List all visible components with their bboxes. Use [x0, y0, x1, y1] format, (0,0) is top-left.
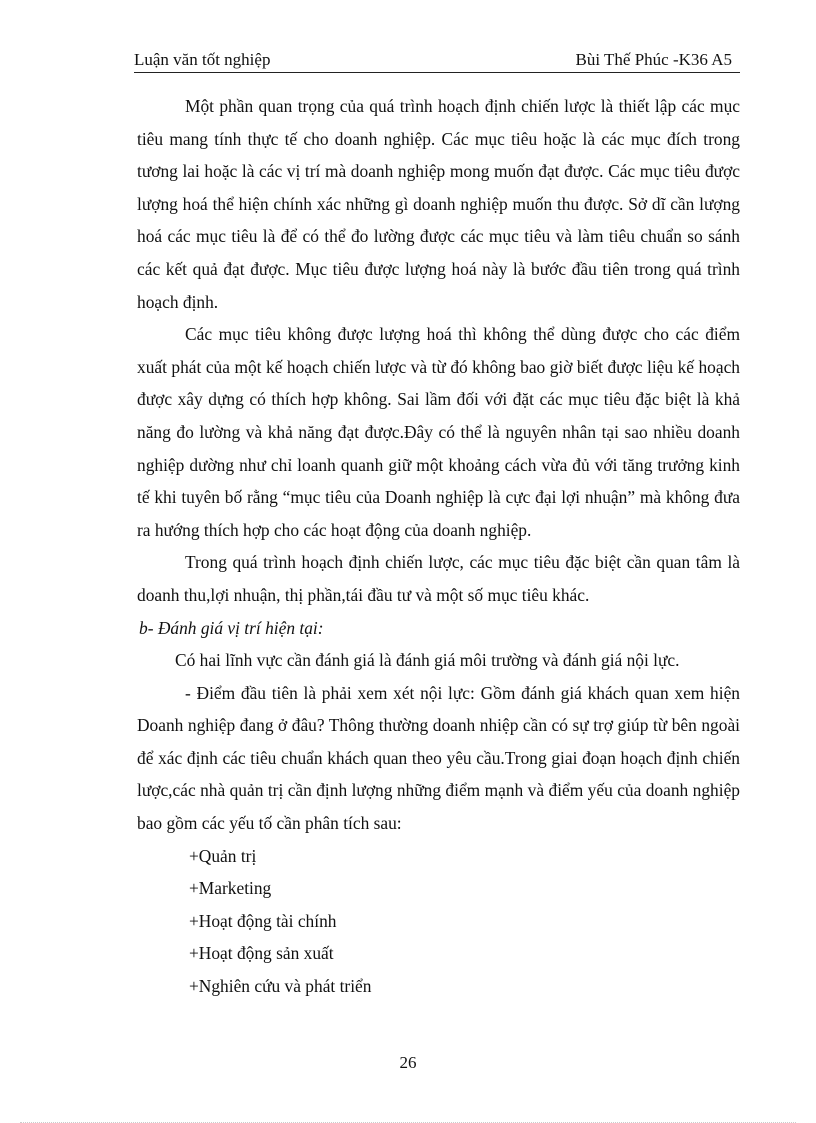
list-item: +Nghiên cứu và phát triển: [189, 976, 372, 997]
list-item: +Hoạt động tài chính: [189, 910, 337, 931]
paragraph-key-objectives: Trong quá trình hoạch định chiến lược, các mục tiêu đặc biệt cần quan tâm là doanh thu,lợi nhuận, thị phần,tái đầu tư và một số mục tiêu khác.: [137, 552, 740, 605]
paragraph-unquantified-objectives: Các mục tiêu không được lượng hoá thì không thể dùng được cho các điểm xuất phát của một kế hoạch chiến lược và từ đó không bao giờ biết được liệu kế hoạch được xây dựng có thích hợp không. Sai lầm đối với đặt các mục tiêu đặc biệt là khả năng đo lường và khả năng đạt được.Đây có thể là nguyên nhân tại sao nhiều doanh nghiệp dường như chỉ loanh quanh giữ một khoảng cách vừa đủ với tăng trưởng kinh tế khi tuyên bố rằng “mục tiêu của Doanh nghiệp là cực đại lợi nhuận” mà không đưa ra hướng thích hợp cho các hoạt động của doanh nghiệp.: [137, 324, 740, 540]
list-item: +Hoạt động sản xuất: [189, 943, 334, 964]
header-author: Bùi Thế Phúc -K36 A5: [575, 50, 732, 69]
paragraph-objectives: Một phần quan trọng của quá trình hoạch định chiến lược là thiết lập các mục tiêu mang tính thực tế cho doanh nghiệp. Các mục tiêu hoặc là các mục đích trong tương lai hoặc là các vị trí mà doanh nghiệp mong muốn đạt được. Các mục tiêu được lượng hoá thể hiện chính xác những gì doanh nghiệp muốn thu được. Sở dĩ cần lượng hoá các mục tiêu là để có thể đo lường được các mục tiêu và làm tiêu chuẩn so sánh các kết quả đạt được. Mục tiêu được lượng hoá này là bước đầu tiên trong quá trình hoạch định.: [137, 96, 740, 312]
section-heading: b- Đánh giá vị trí hiện tại:: [139, 617, 324, 638]
page-number: 26: [399, 1053, 417, 1072]
list-item: +Quản trị: [189, 845, 257, 866]
list-item: +Marketing: [189, 878, 272, 899]
header-thesis-title: Luận văn tốt nghiệp: [134, 50, 271, 69]
page-body: [137, 90, 740, 1003]
paragraph-internal-review: - Điểm đầu tiên là phải xem xét nội lực: Gồm đánh giá khách quan xem hiện Doanh nghiệp đang ở đâu? Thông thường doanh nhiệp cần có sự trợ giúp từ bên ngoài để xác định các tiêu chuẩn khách quan theo yêu cầu.Trong giai đoạn hoạch định chiến lược,các nhà quản trị cần định lượng những điểm mạnh và điểm yếu của doanh nghiệp bao gồm các yếu tố cần phân tích sau:: [137, 682, 740, 834]
page-header: [134, 48, 740, 73]
paragraph-two-areas: Có hai lĩnh vực cần đánh giá là đánh giá môi trường và đánh giá nội lực.: [175, 650, 680, 671]
